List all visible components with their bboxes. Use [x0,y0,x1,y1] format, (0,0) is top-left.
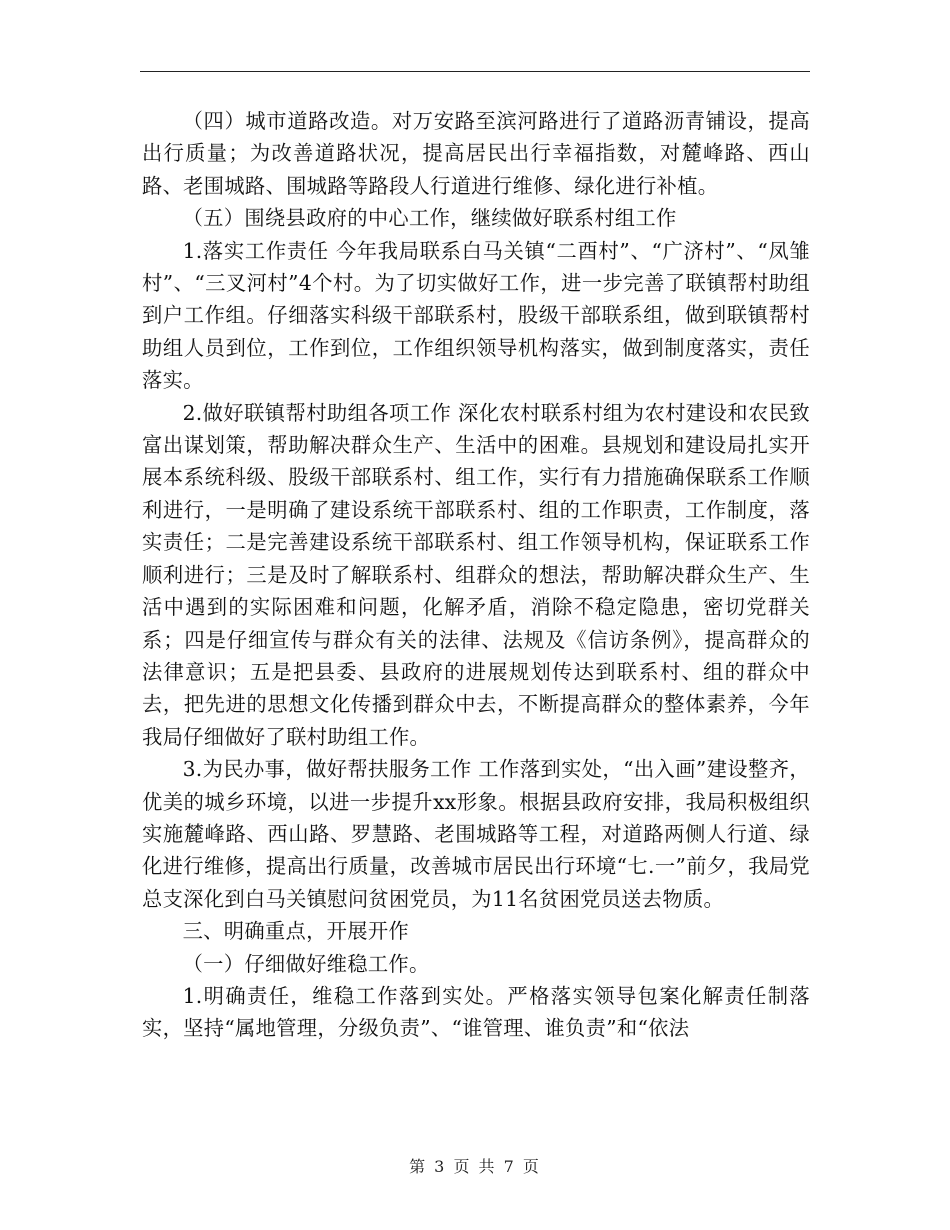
paragraph-road-renovation: （四）城市道路改造。对万安路至滨河路进行了道路沥青铺设，提高出行质量；为改善道路状况，提高居民出行幸福指数，对麓峰路、西山路、老围城路、围城路等路段人行道进行维修、绿化进行补植。 [142,109,810,198]
document-body [142,105,810,1045]
paragraph-village-liaison-heading: （五）围绕县政府的中心工作，继续做好联系村组工作 [182,206,677,231]
subsection-heading-stability: （一）仔细做好维稳工作。 [182,951,430,976]
paragraph-responsibility: 1.落实工作责任 今年我局联系白马关镇“二酉村”、“广济村”、“凤雏村”、“三叉河村”4个村。为了切实做好工作，进一步完善了联镇帮村助组到户工作组。仔细落实科级干部联系村，股级干部联系组，做到联镇帮村助组人员到位，工作到位，工作组织领导机构落实，做到制度落实，责任落实。 [142,238,810,393]
section-heading-priorities: 三、明确重点，开展开作 [182,919,409,944]
header-rule [140,71,810,72]
paragraph-liaison-work: 2.做好联镇帮村助组各项工作 深化农村联系村组为农村建设和农民致富出谋划策，帮助解决群众生产、生活中的困难。县规划和建设局扎实开展本系统科级、股级干部联系村、组工作，实行有力措施确保联系工作顺利进行，一是明确了建设系统干部联系村、组的工作职责，工作制度，落实责任；二是完善建设系统干部联系村、组工作领导机构，保证联系工作顺利进行；三是及时了解联系村、组群众的想法，帮助解决群众生产、生活中遇到的实际困难和问题，化解矛盾，消除不稳定隐患，密切党群关系；四是仔细宣传与群众有关的法律、法规及《信访条例》，提高群众的法律意识；五是把县委、县政府的进展规划传达到联系村、组的群众中去，把先进的思想文化传播到群众中去，不断提高群众的整体素养，今年我局仔细做好了联村助组工作。 [142,400,810,749]
paragraph-public-service: 3.为民办事，做好帮扶服务工作 工作落到实处，“出入画”建设整齐，优美的城乡环境，以进一步提升xx形象。根据县政府安排，我局积极组织实施麓峰路、西山路、罗慧路、老围城路等工程，对道路两侧人行道、绿化进行维修，提高出行质量，改善城市居民出行环境“七.一”前夕，我局党总支深化到白马关镇慰问贫困党员，为11名贫困党员送去物质。 [142,757,810,911]
page-number-label: 第 3 页 共 7 页 [409,1157,541,1176]
paragraph-stability-responsibility: 1.明确责任，维稳工作落到实处。严格落实领导包案化解责任制落实，坚持“属地管理，分级负责”、“谁管理、谁负责”和“依法 [142,983,810,1041]
page-footer [0,1157,950,1177]
